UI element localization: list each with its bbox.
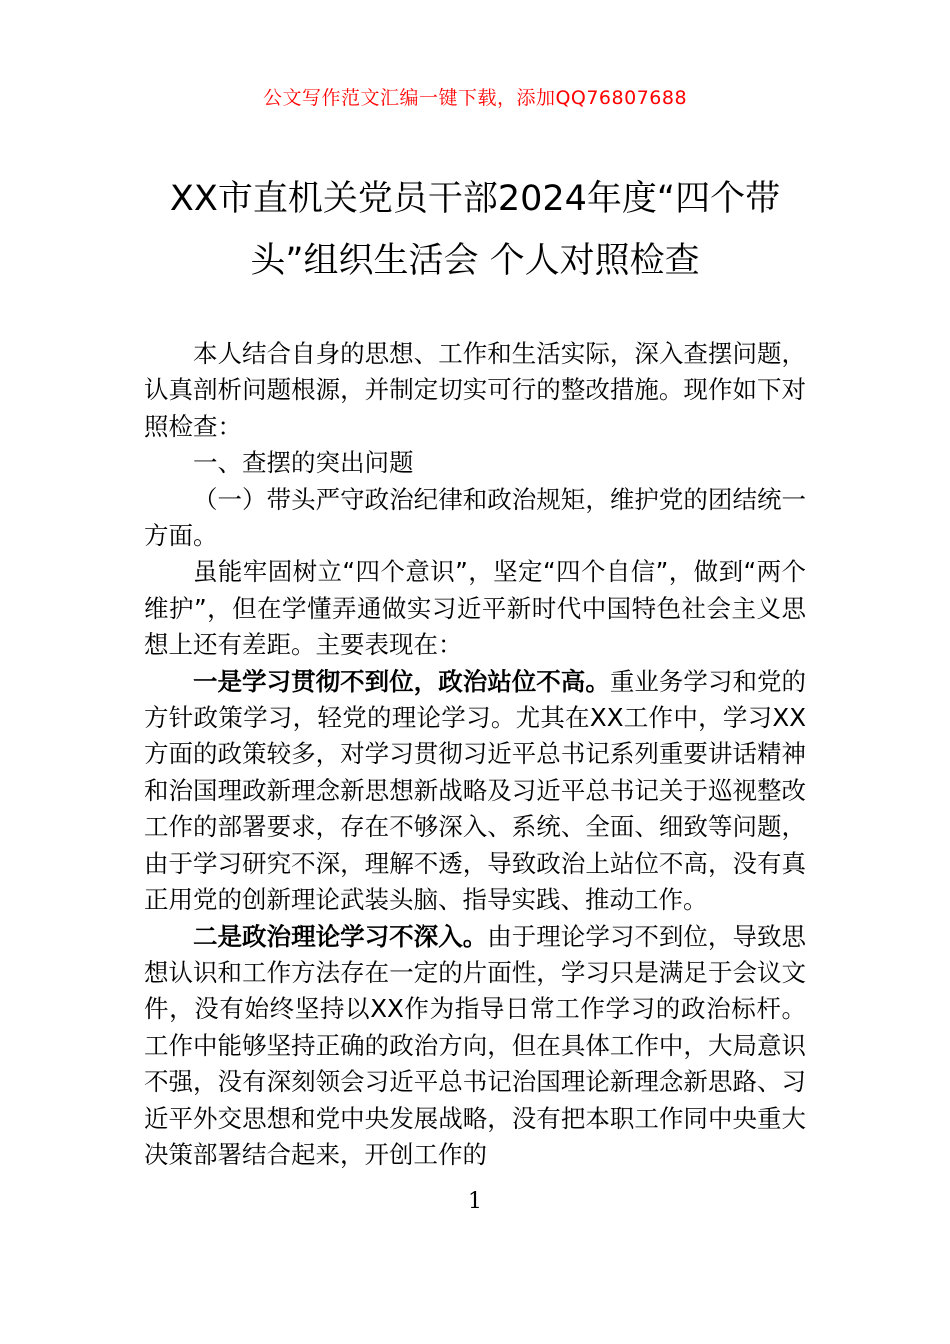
issue-text-2: 由于理论学习不到位，导致思想认识和工作方法存在一定的片面性，学习只是满足于会议文件，没有始终坚持以XX作为指导日常工作学习的政治标杆。工作中能够坚持正确的政治方向，但在具体工作中，大局意识不强，没有深刻领会习近平总书记治国理论新理念新思路、习近平外交思想和党中央发展战略，没有把本职工作同中央重大决策部署结合起来，开创工作的: [144, 921, 806, 1169]
issue-paragraph-1: [144, 664, 806, 919]
section-heading: 一、查摆的突出问题: [193, 448, 414, 478]
subsection-heading: （一）带头严守政治纪律和政治规矩，维护党的团结统一方面。: [144, 484, 806, 551]
issue-lead-1: 一是学习贯彻不到位，政治站位不高。: [193, 666, 610, 696]
document-title: [100, 168, 850, 292]
intro-paragraph: 本人结合自身的思想、工作和生活实际，深入查摆问题，认真剖析问题根源，并制定切实可行的整改措施。现作如下对照检查：: [144, 339, 806, 441]
title-line-2: 头”组织生活会 个人对照检查: [250, 241, 700, 281]
issue-lead-2: 二是政治理论学习不深入。: [193, 921, 488, 951]
title-line-1: XX市直机关党员干部2024年度“四个带: [169, 179, 781, 219]
document-body: [144, 336, 806, 1173]
download-notice: 公文写作范文汇编一键下载，添加QQ76807688: [262, 87, 688, 109]
page-number: 1: [468, 1189, 482, 1214]
summary-paragraph: 虽能牢固树立“四个意识”，坚定“四个自信”，做到“两个维护”，但在学懂弄通做实习近平新时代中国特色社会主义思想上还有差距。主要表现在：: [144, 557, 806, 660]
issue-text-1: 重业务学习和党的方针政策学习，轻党的理论学习。尤其在XX工作中，学习XX方面的政策较多，对学习贯彻习近平总书记系列重要讲话精神和治国理政新理念新思想新战略及习近平总书记关于巡视整改工作的部署要求，存在不够深入、系统、全面、细致等问题，由于学习研究不深，理解不透，导致政治上站位不高，没有真正用党的创新理论武装头脑、指导实践、推动工作。: [144, 666, 807, 915]
issue-paragraph-2: [144, 919, 806, 1174]
